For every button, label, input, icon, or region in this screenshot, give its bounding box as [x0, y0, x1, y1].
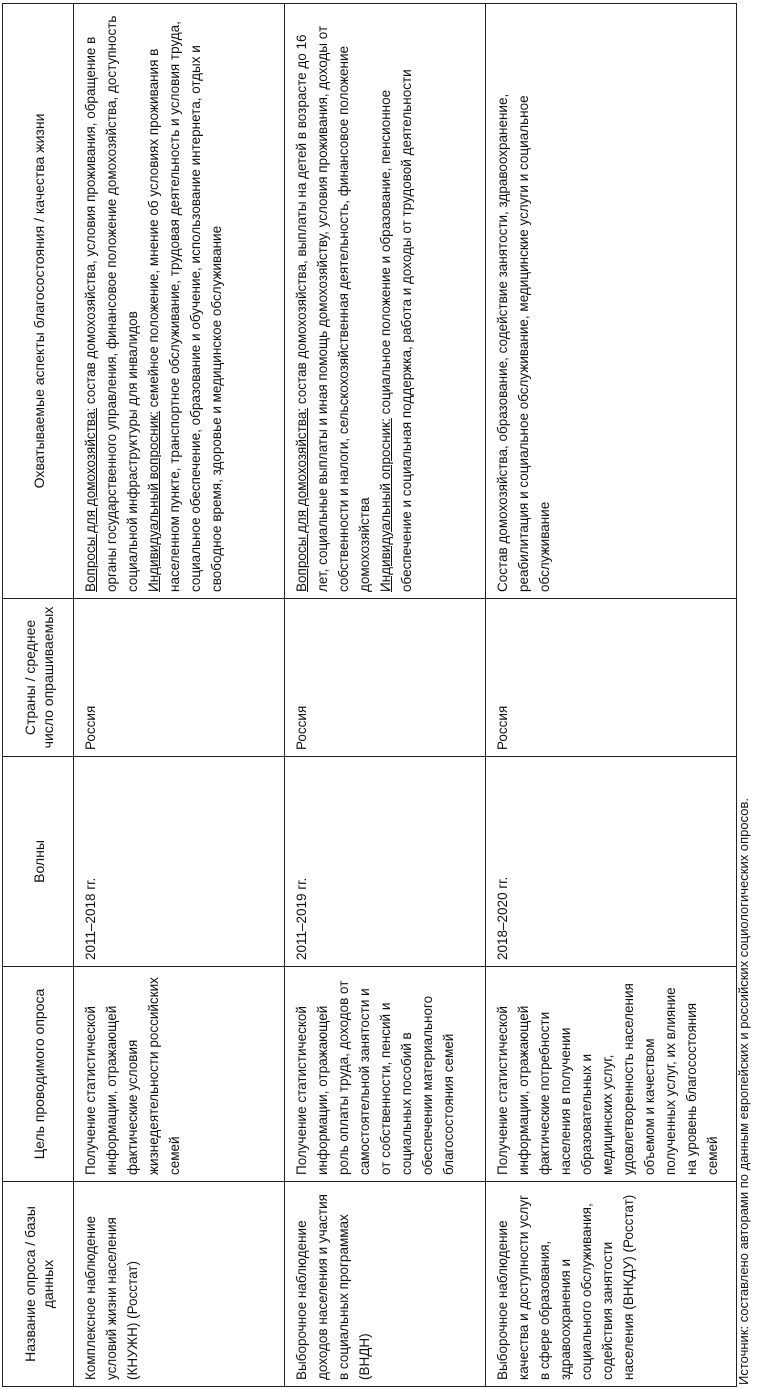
- household-questions-label: Вопросы для домохозяйства:: [294, 407, 309, 592]
- survey-goal-cell: Получение статистической информации, отражающей фактические потребности населения в получении образовательных и медицинских услуг, удовлетворенность населения объемом и качеством полученных услуг, их влияние на уровень благосостояния семей: [486, 967, 737, 1182]
- survey-country-cell: Россия: [486, 599, 737, 757]
- survey-name-cell: Комплексное наблюдение условий жизни населения (КНУЖН) (Росстат): [74, 1182, 285, 1387]
- surveys-table: [2, 3, 737, 1387]
- survey-goal-cell: Получение статистической информации, отражающей роль оплаты труда, доходов от самостоятельной занятости и от собственности, пенсий и социальных пособий в обеспечении материального благосостояния семей: [285, 967, 486, 1182]
- individual-questions-text: семейное положение, мнение об условиях проживания в населенном пункте, транспортное обслуживание, трудовая деятельность и условия труда, социальное обеспечение, образование и обучение, использование интернета, отдых и свободное время, здоровье и медицинское обслуживание: [146, 21, 224, 592]
- header-aspects: Охватываемые аспекты благосостояния / качества жизни: [3, 4, 74, 599]
- table-row: [74, 4, 285, 1387]
- household-questions-text: состав домохозяйства, условия проживания, обращение в органы государственного управления, финансовое положение домохозяйства, доступность социальной инфраструктуры для инвалидов: [83, 15, 140, 592]
- survey-aspects-cell: Состав домохозяйства, образование, содействие занятости, здравоохранение, реабилитация и социальное обслуживание, медицинские услуги и социальное обслуживание: [486, 4, 737, 599]
- survey-name-cell: Выборочное наблюдение доходов населения и участия в социальных программах (ВНДН): [285, 1182, 486, 1387]
- survey-goal-cell: Получение статистической информации, отражающей фактические условия жизнедеятельности российских семей: [74, 967, 285, 1182]
- source-note: Источник: составлено авторами по данным европейских и российских социологических опросов.: [736, 798, 751, 1385]
- survey-name-cell: Выборочное наблюдение качества и доступности услуг в сфере образования, здравоохранения и социального обслуживания, содействия занятости населения (ВНКДУ) (Росстат): [486, 1182, 737, 1387]
- header-survey-name: Название опроса / базы данных: [3, 1182, 74, 1387]
- survey-waves-cell: 2018–2020 гг.: [486, 757, 737, 967]
- survey-waves-cell: 2011–2018 гг.: [74, 757, 285, 967]
- household-questions-text: состав домохозяйства, выплаты на детей в возрасте до 16 лет, социальные выплаты и иная помощь домохозяйству, условия проживания, доходы от собственности и налоги, сельскохозяйственная деятельность, финансовое положение домохозяйства: [294, 25, 372, 592]
- survey-country-cell: Россия: [285, 599, 486, 757]
- header-countries: Страны / среднее число опрашиваемых: [3, 599, 74, 757]
- survey-waves-cell: 2011–2019 гг.: [285, 757, 486, 967]
- table-row: [285, 4, 486, 1387]
- survey-country-cell: Россия: [74, 599, 285, 757]
- survey-aspects-cell: [285, 4, 486, 599]
- header-survey-goal: Цель проводимого опроса: [3, 967, 74, 1182]
- individual-questions-text: социальное положение и образование, пенсионное обеспечение и социальная поддержка, работа и доходы от трудовой деятельности: [378, 69, 414, 592]
- individual-questions-label: Индивидуальный опросник:: [378, 418, 393, 592]
- individual-questions-label: Индивидуальный вопросник:: [146, 411, 161, 592]
- table-row: [486, 4, 737, 1387]
- header-waves: Волны: [3, 757, 74, 967]
- survey-aspects-cell: [74, 4, 285, 599]
- household-questions-label: Вопросы для домохозяйства:: [83, 407, 98, 592]
- table-header-row: [3, 4, 74, 1387]
